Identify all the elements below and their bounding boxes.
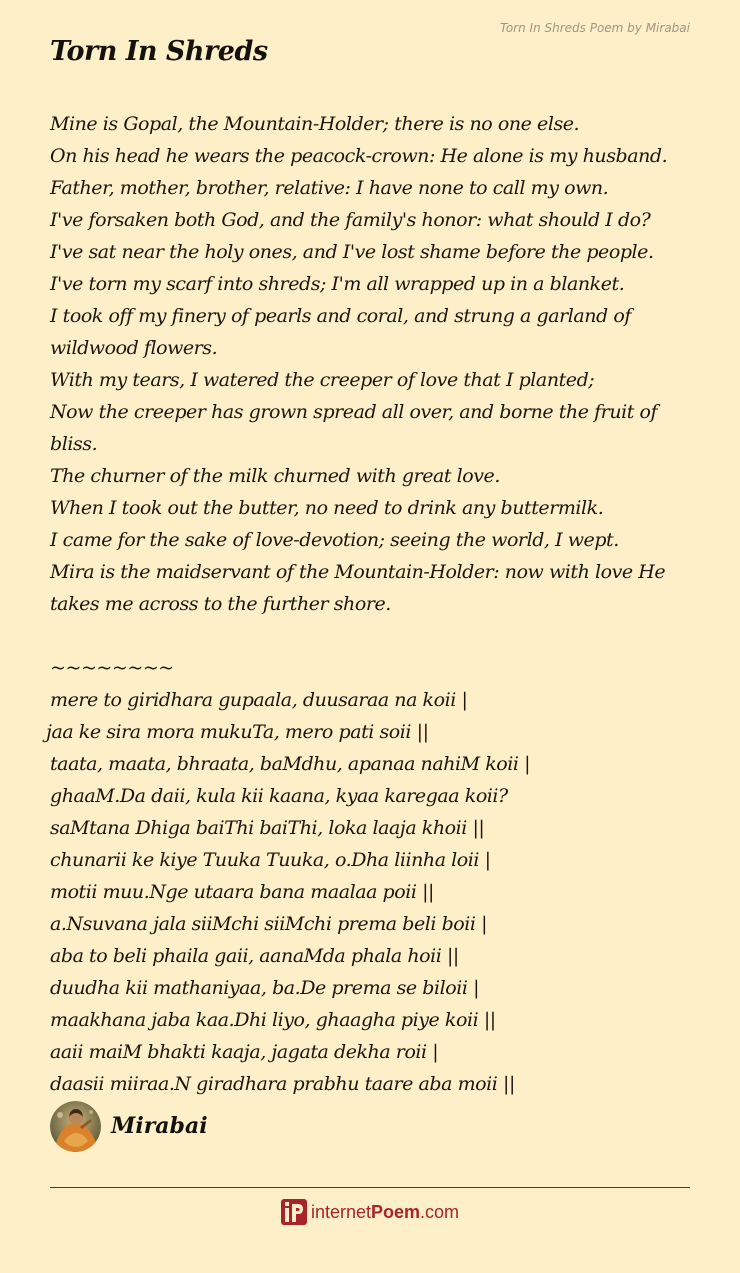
poem-line: aba to beli phaila gaii, aanaMda phala hoii || [50,945,459,967]
poem-line: mere to giridhara gupaala, duusaraa na koii | [50,689,468,711]
poem-line: With my tears, I watered the creeper of love that I planted; [50,369,595,391]
poem-line: Mine is Gopal, the Mountain-Holder; there is no one else. [50,113,580,135]
poem-line: taata, maata, bhraata, baMdhu, apanaa nahiM koii | [50,753,531,775]
internetpoem-logo-icon [281,1199,307,1225]
footer-brand[interactable] [0,1199,740,1225]
top-caption: Torn In Shreds Poem by Mirabai [499,21,690,35]
poem-line: a.Nsuvana jala siiMchi siiMchi prema beli boii | [50,913,488,935]
poem-line: I came for the sake of love-devotion; seeing the world, I wept. [50,529,619,551]
poem-line: Mira is the maidservant of the Mountain-Holder: now with love He takes me across to the further shore. [50,561,666,615]
author-row[interactable] [50,1100,208,1152]
poem-line: aaii maiM bhakti kaaja, jagata dekha roii | [50,1041,439,1063]
poem-line: I've torn my scarf into shreds; I'm all wrapped up in a blanket. [50,273,625,295]
poem-line: saMtana Dhiga baiThi baiThi, loka laaja khoii || [50,817,485,839]
poem-line: I've sat near the holy ones, and I've lost shame before the people. [50,241,654,263]
poem-line: I've forsaken both God, and the family's honor: what should I do? [50,209,651,231]
poem-line: chunarii ke kiye Tuuka Tuuka, o.Dha liinha loii | [50,849,491,871]
poem-line: Father, mother, brother, relative: I have none to call my own. [50,177,609,199]
poem-line: The churner of the milk churned with great love. [50,465,500,487]
stanza-gap [50,620,695,652]
poem-body [46,108,695,1100]
footer-divider [50,1187,690,1188]
poem-line: On his head he wears the peacock-crown: He alone is my husband. [50,145,668,167]
author-name-link[interactable]: Mirabai [111,1113,208,1139]
footer-prefix: internet [310,1201,371,1222]
poem-separator: ~~~~~~~~ [50,657,174,679]
poem-line: I took off my finery of pearls and coral, and strung a garland of wildwood flowers. [50,305,631,359]
poem-line: Now the creeper has grown spread all over, and borne the fruit of bliss. [50,401,658,455]
poem-line: When I took out the butter, no need to drink any buttermilk. [50,497,604,519]
footer-suffix: .com [420,1201,460,1222]
poem-line: daasii miiraa.N giradhara prabhu taare aba moii || [50,1073,515,1095]
poem-line: motii muu.Nge utaara bana maalaa poii || [50,881,434,903]
poem-line: ghaaM.Da daii, kula kii kaana, kyaa karegaa koii? [50,785,508,807]
footer-brand-word: Poem [371,1201,421,1222]
poem-line: jaa ke sira mora mukuTa, mero pati soii || [46,721,429,743]
footer-site-link[interactable] [311,1202,459,1223]
poem-line: duudha kii mathaniyaa, ba.De prema se biloii | [50,977,480,999]
author-portrait-icon[interactable] [50,1101,101,1152]
poem-line: maakhana jaba kaa.Dhi liyo, ghaagha piye koii || [50,1009,496,1031]
poem-title: Torn In Shreds [50,36,268,67]
